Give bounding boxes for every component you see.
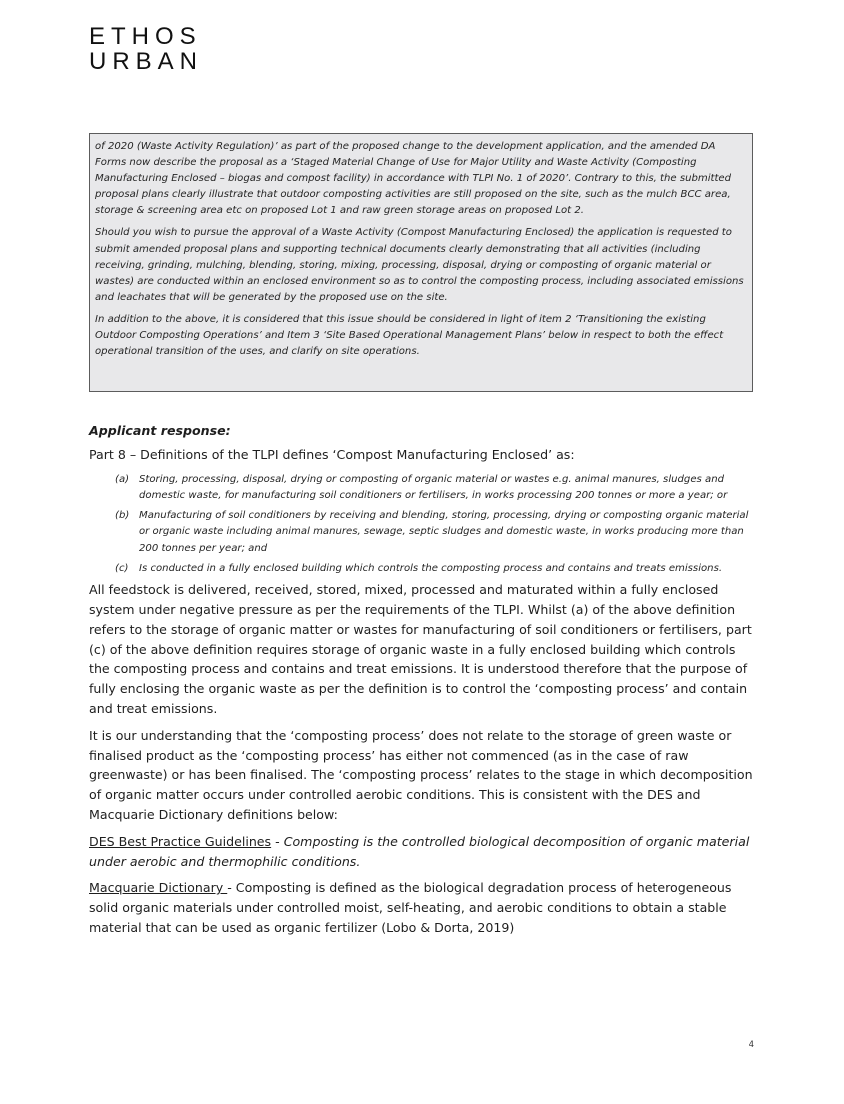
quote-text: Composting is defined as the biological degradation process of heterogeneous solid organic materials under controlled moist, self-heating, and aerobic conditions to obtain a stable material that can be used as organic fertilizer (Lobo & Dorta, 2019) <box>89 880 732 935</box>
des-guidelines-quote <box>89 832 757 872</box>
info-paragraph: of 2020 (Waste Activity Regulation)’ as part of the proposed change to the development application, and the amended DA Forms now describe the proposal as a ‘Staged Material Change of Use for Major Utility and Waste Activity (Composting Manufacturing Enclosed – biogas and compost facility) in accordance with TLPI No. 1 of 2020’. Contrary to this, the submitted proposal plans clearly illustrate that outdoor composting activities are still proposed on the site, such as the mulch BCC area, storage & screening area etc on proposed Lot 1 and raw green storage areas on proposed Lot 2. <box>95 141 732 217</box>
definition-item <box>89 561 757 578</box>
definition-text: Storing, processing, disposal, drying or composting of organic material or wastes e.g. animal manures, sludges and domestic waste, for manufacturing soil conditioners or fertilisers, in works processing 200 tonnes or more a year; or <box>139 473 728 502</box>
quote-source: Macquarie Dictionary <box>89 880 228 896</box>
definition-marker: (b) <box>115 509 130 521</box>
council-request-box <box>89 133 753 392</box>
logo-line-1: ETHOS <box>89 23 202 50</box>
section-heading: Applicant response: <box>89 423 231 438</box>
info-paragraph: Should you wish to pursue the approval of a Waste Activity (Compost Manufacturing Enclosed) the application is requested to submit amended proposal plans and supporting technical documents clearly demonstrating that all activities (including receiving, grinding, mulching, blending, storing, mixing, processing, disposal, drying or composting of organic material or wastes) are conducted within an enclosed environment so as to control the composting process, including associated emissions and leachates that will be generated by the proposed use on the site. <box>95 227 744 303</box>
ethos-urban-logo <box>89 24 203 74</box>
definition-list <box>89 472 757 578</box>
response-paragraph: All feedstock is delivered, received, stored, mixed, processed and maturated within a fully enclosed system under negative pressure as per the requirements of the TLPI. Whilst (a) of the above definition refers to the storage of organic matter or wastes for manufacturing of soil conditioners or fertilisers, part (c) of the above definition requires storage of organic waste in a fully enclosed building which controls the composting process and contains and treat emissions. It is understood therefore that the purpose of fully enclosing the organic waste as per the definition is to control the ‘composting process’ and contain and treat emissions. <box>89 582 752 716</box>
quote-source: DES Best Practice Guidelines <box>89 833 272 849</box>
logo-line-2: URBAN <box>89 48 204 75</box>
definition-text: Manufacturing of soil conditioners by receiving and blending, storing, processing, drying or composting organic material or organic waste including animal manures, sewage, septic sludges and domestic waste, in works producing more than 200 tonnes per year; and <box>139 509 749 554</box>
definition-marker: (a) <box>115 473 130 485</box>
info-paragraph: In addition to the above, it is considered that this issue should be considered in light of item 2 ‘Transitioning the existing Outdoor Composting Operations’ and Item 3 ‘Site Based Operational Management Plans’ below in respect to both the effect operational transition of the uses, and clarify on site operations. <box>95 313 724 358</box>
macquarie-dictionary-quote <box>89 878 757 937</box>
applicant-response-section <box>89 421 757 945</box>
quote-text: Composting is the controlled biological decomposition of organic material under aerobic and thermophilic conditions. <box>89 833 750 869</box>
definition-marker: (c) <box>115 562 129 574</box>
definition-item <box>89 472 757 505</box>
quote-separator: - <box>227 880 236 896</box>
definition-text: Is conducted in a fully enclosed building which controls the composting process and contains and treats emissions. <box>139 562 723 574</box>
definition-item <box>89 508 757 558</box>
definition-intro: Part 8 – Definitions of the TLPI defines ‘Compost Manufacturing Enclosed’ as: <box>89 446 575 462</box>
response-paragraph: It is our understanding that the ‘composting process’ does not relate to the storage of green waste or finalised product as the ‘composting process’ has either not commenced (as in the case of raw greenwaste) or has been finalised. The ‘composting process’ relates to the stage in which decomposition of organic matter occurs under controlled aerobic conditions. This is consistent with the DES and Macquarie Dictionary definitions below: <box>89 727 753 822</box>
quote-separator: - <box>271 833 284 849</box>
page-number: 4 <box>748 1040 754 1050</box>
